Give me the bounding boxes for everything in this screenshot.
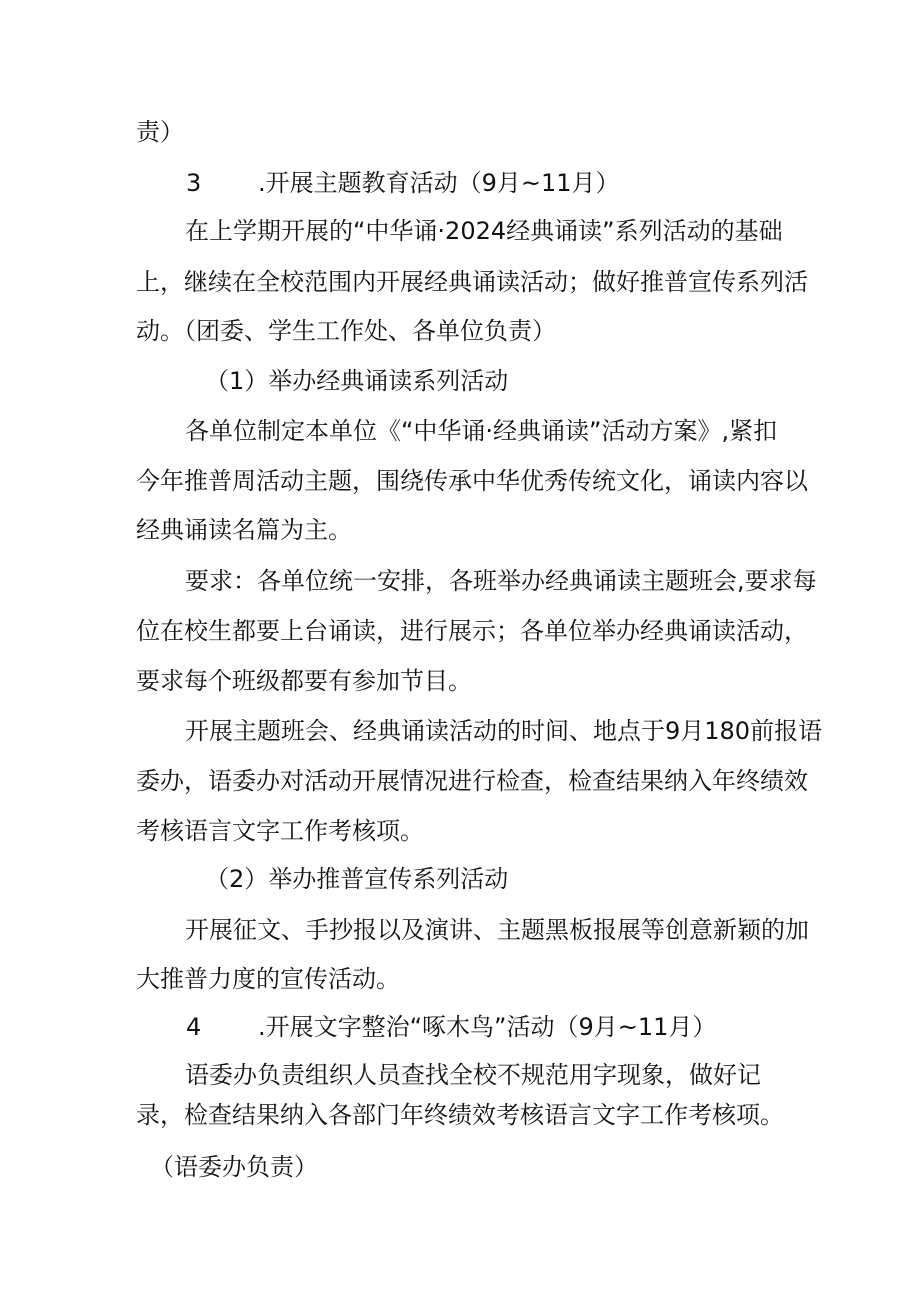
paragraph-line: 委办，语委办对活动开展情况进行检查，检查结果纳入年终绩效 — [136, 767, 808, 795]
paragraph-line: 各单位制定本单位《“中华诵·经典诵读”活动方案》,紧扣 — [185, 417, 778, 445]
subsection-heading-1: （1）举办经典诵读系列活动 — [205, 367, 509, 395]
heading-number: 3 — [186, 169, 202, 197]
paragraph-line: 今年推普周活动主题，围绕传承中华优秀传统文化，诵读内容以 — [136, 467, 808, 495]
paragraph-line: 上，继续在全校范围内开展经典诵读活动；做好推普宣传系列活 — [136, 268, 808, 296]
heading-number: 4 — [186, 1013, 202, 1041]
paragraph-line: 语委办负责组织人员查找全校不规范用字现象，做好记 — [185, 1061, 761, 1089]
paragraph-line: 开展主题班会、经典诵读活动的时间、地点于9月180前报语 — [185, 717, 823, 745]
paragraph-line: 要求：各单位统一安排，各班举办经典诵读主题班会,要求每 — [185, 567, 817, 595]
heading-text: .开展主题教育活动（9月~11月） — [258, 169, 620, 197]
paragraph-line: 考核语言文字工作考核项。 — [136, 817, 424, 845]
paragraph-line: （语委办负责） — [150, 1153, 318, 1181]
paragraph-line: 录，检查结果纳入各部门年终绩效考核语言文字工作考核项。 — [136, 1101, 784, 1129]
paragraph-line: 在上学期开展的“中华诵·2024经典诵读”系列活动的基础 — [185, 217, 783, 245]
heading-text: .开展文字整治“啄木鸟”活动（9月~11月） — [258, 1013, 717, 1041]
paragraph-line: 要求每个班级都要有参加节目。 — [136, 667, 472, 695]
section-heading-3 — [186, 168, 620, 198]
paragraph-line: 动。（团委、学生工作处、各单位负责） — [136, 317, 556, 345]
subsection-heading-2: （2）举办推普宣传系列活动 — [205, 865, 509, 893]
paragraph-line: 开展征文、手抄报以及演讲、主题黑板报展等创意新颖的加 — [185, 916, 809, 944]
section-heading-4 — [186, 1012, 716, 1042]
paragraph-line: 位在校生都要上台诵读，进行展示；各单位举办经典诵读活动， — [136, 617, 808, 645]
paragraph-line: 大推普力度的宣传活动。 — [136, 965, 400, 993]
paragraph-line: 经典诵读名篇为主。 — [136, 516, 352, 544]
text-line: 责） — [136, 118, 184, 146]
